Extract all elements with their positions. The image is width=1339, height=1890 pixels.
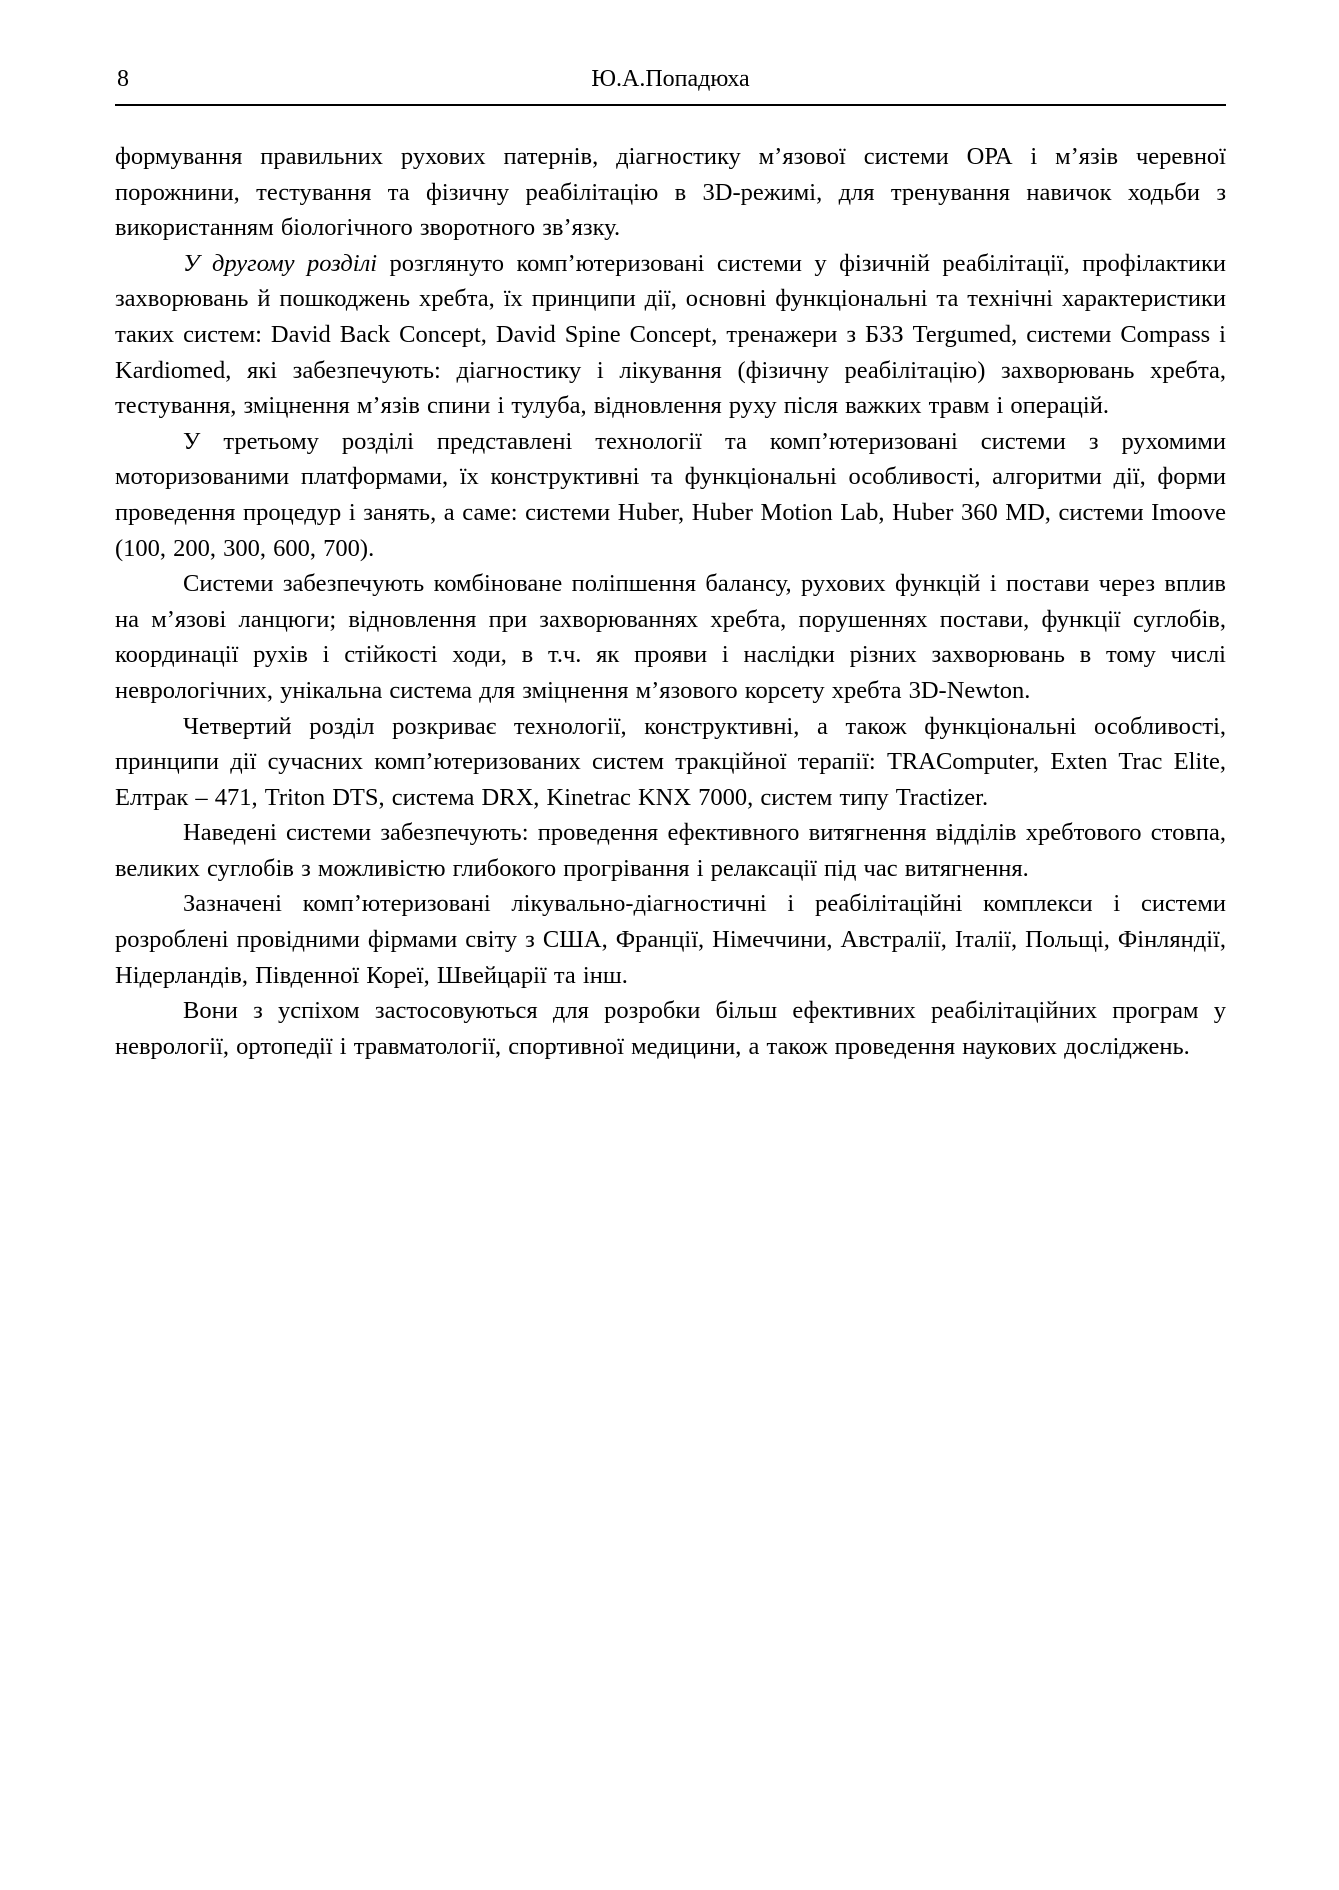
paragraph: Зазначені комп’ютеризовані лікувально-діагностичні і реабілітаційні комплекси і системи розроблені провідними фірмами світу з США, Франції, Німеччини, Австралії, Італії, Польщі, Фінляндії, Нідерландів, Південної Кореї, Швейцарії та інш. [115,890,1226,989]
paragraph: Вони з успіхом застосовуються для розробки більш ефективних реабілітаційних програм у неврології, ортопедії і травматології, спортивної медицини, а також проведення наукових досліджень. [115,997,1226,1060]
paragraph: формування правильних рухових патернів, діагностику м’язової системи ОРА і м’язів черевної порожнини, тестування та фізичну реабілітацію в 3D-режимі, для тренування навичок ходьби з використанням біологічного зворотного зв’язку. [115,143,1226,242]
paragraph: У третьому розділі представлені технології та комп’ютеризовані системи з рухомими моторизованими платформами, їх конструктивні та функціональні особливості, алгоритми дії, форми проведення процедур і занять, а саме: системи Huber, Huber Motion Lab, Huber 360 MD, системи Imoove (100, 200, 300, 600, 700). [115,427,1226,562]
paragraph: У другому розділі розглянуто комп’ютеризовані системи у фізичній реабілітації, профілактики захворювань й пошкоджень хребта, їх принципи дії, основні функціональні та технічні характеристики таких систем: David Back Concept, David Spine Concept, тренажери з БЗЗ Tergumed, системи Compass і Kardiomed, які забезпечують: діагностику і лікування (фізичну реабілітацію) захворювань хребта, тестування, зміцнення м’язів спини і тулуба, відновлення руху після важких травм і операцій. [115,249,1227,420]
page-number: 8 [117,66,129,92]
paragraph: Наведені системи забезпечують: проведення ефективного витягнення відділів хребтового стовпа, великих суглобів з можливістю глибокого прогрівання і релаксації під час витягнення. [115,819,1226,882]
body-text [115,139,1226,1064]
paragraph: Четвертий розділ розкриває технології, конструктивні, а також функціональні особливості, принципи дії сучасних комп’ютеризованих систем тракційної терапії: TRAComputer, Exten Trac Elite, Елтрак – 471, Triton DTS, система DRX, Kinetrac KNX 7000, систем типу Tractizer. [115,712,1226,811]
header-rule [115,104,1226,106]
page-header [115,62,1226,96]
italic-lead: У другому розділі [183,249,378,277]
paragraph: Системи забезпечують комбіноване поліпшення балансу, рухових функцій і постави через вплив на м’язові ланцюги; відновлення при захворюваннях хребта, порушеннях постави, функції суглобів, координації рухів і стійкості ходи, в т.ч. як прояви і наслідки різних захворювань в тому числі неврологічних, унікальна система для зміцнення м’язового корсету хребта 3D-Newton. [115,570,1226,704]
running-title: Ю.А.Попадюха [591,66,750,92]
